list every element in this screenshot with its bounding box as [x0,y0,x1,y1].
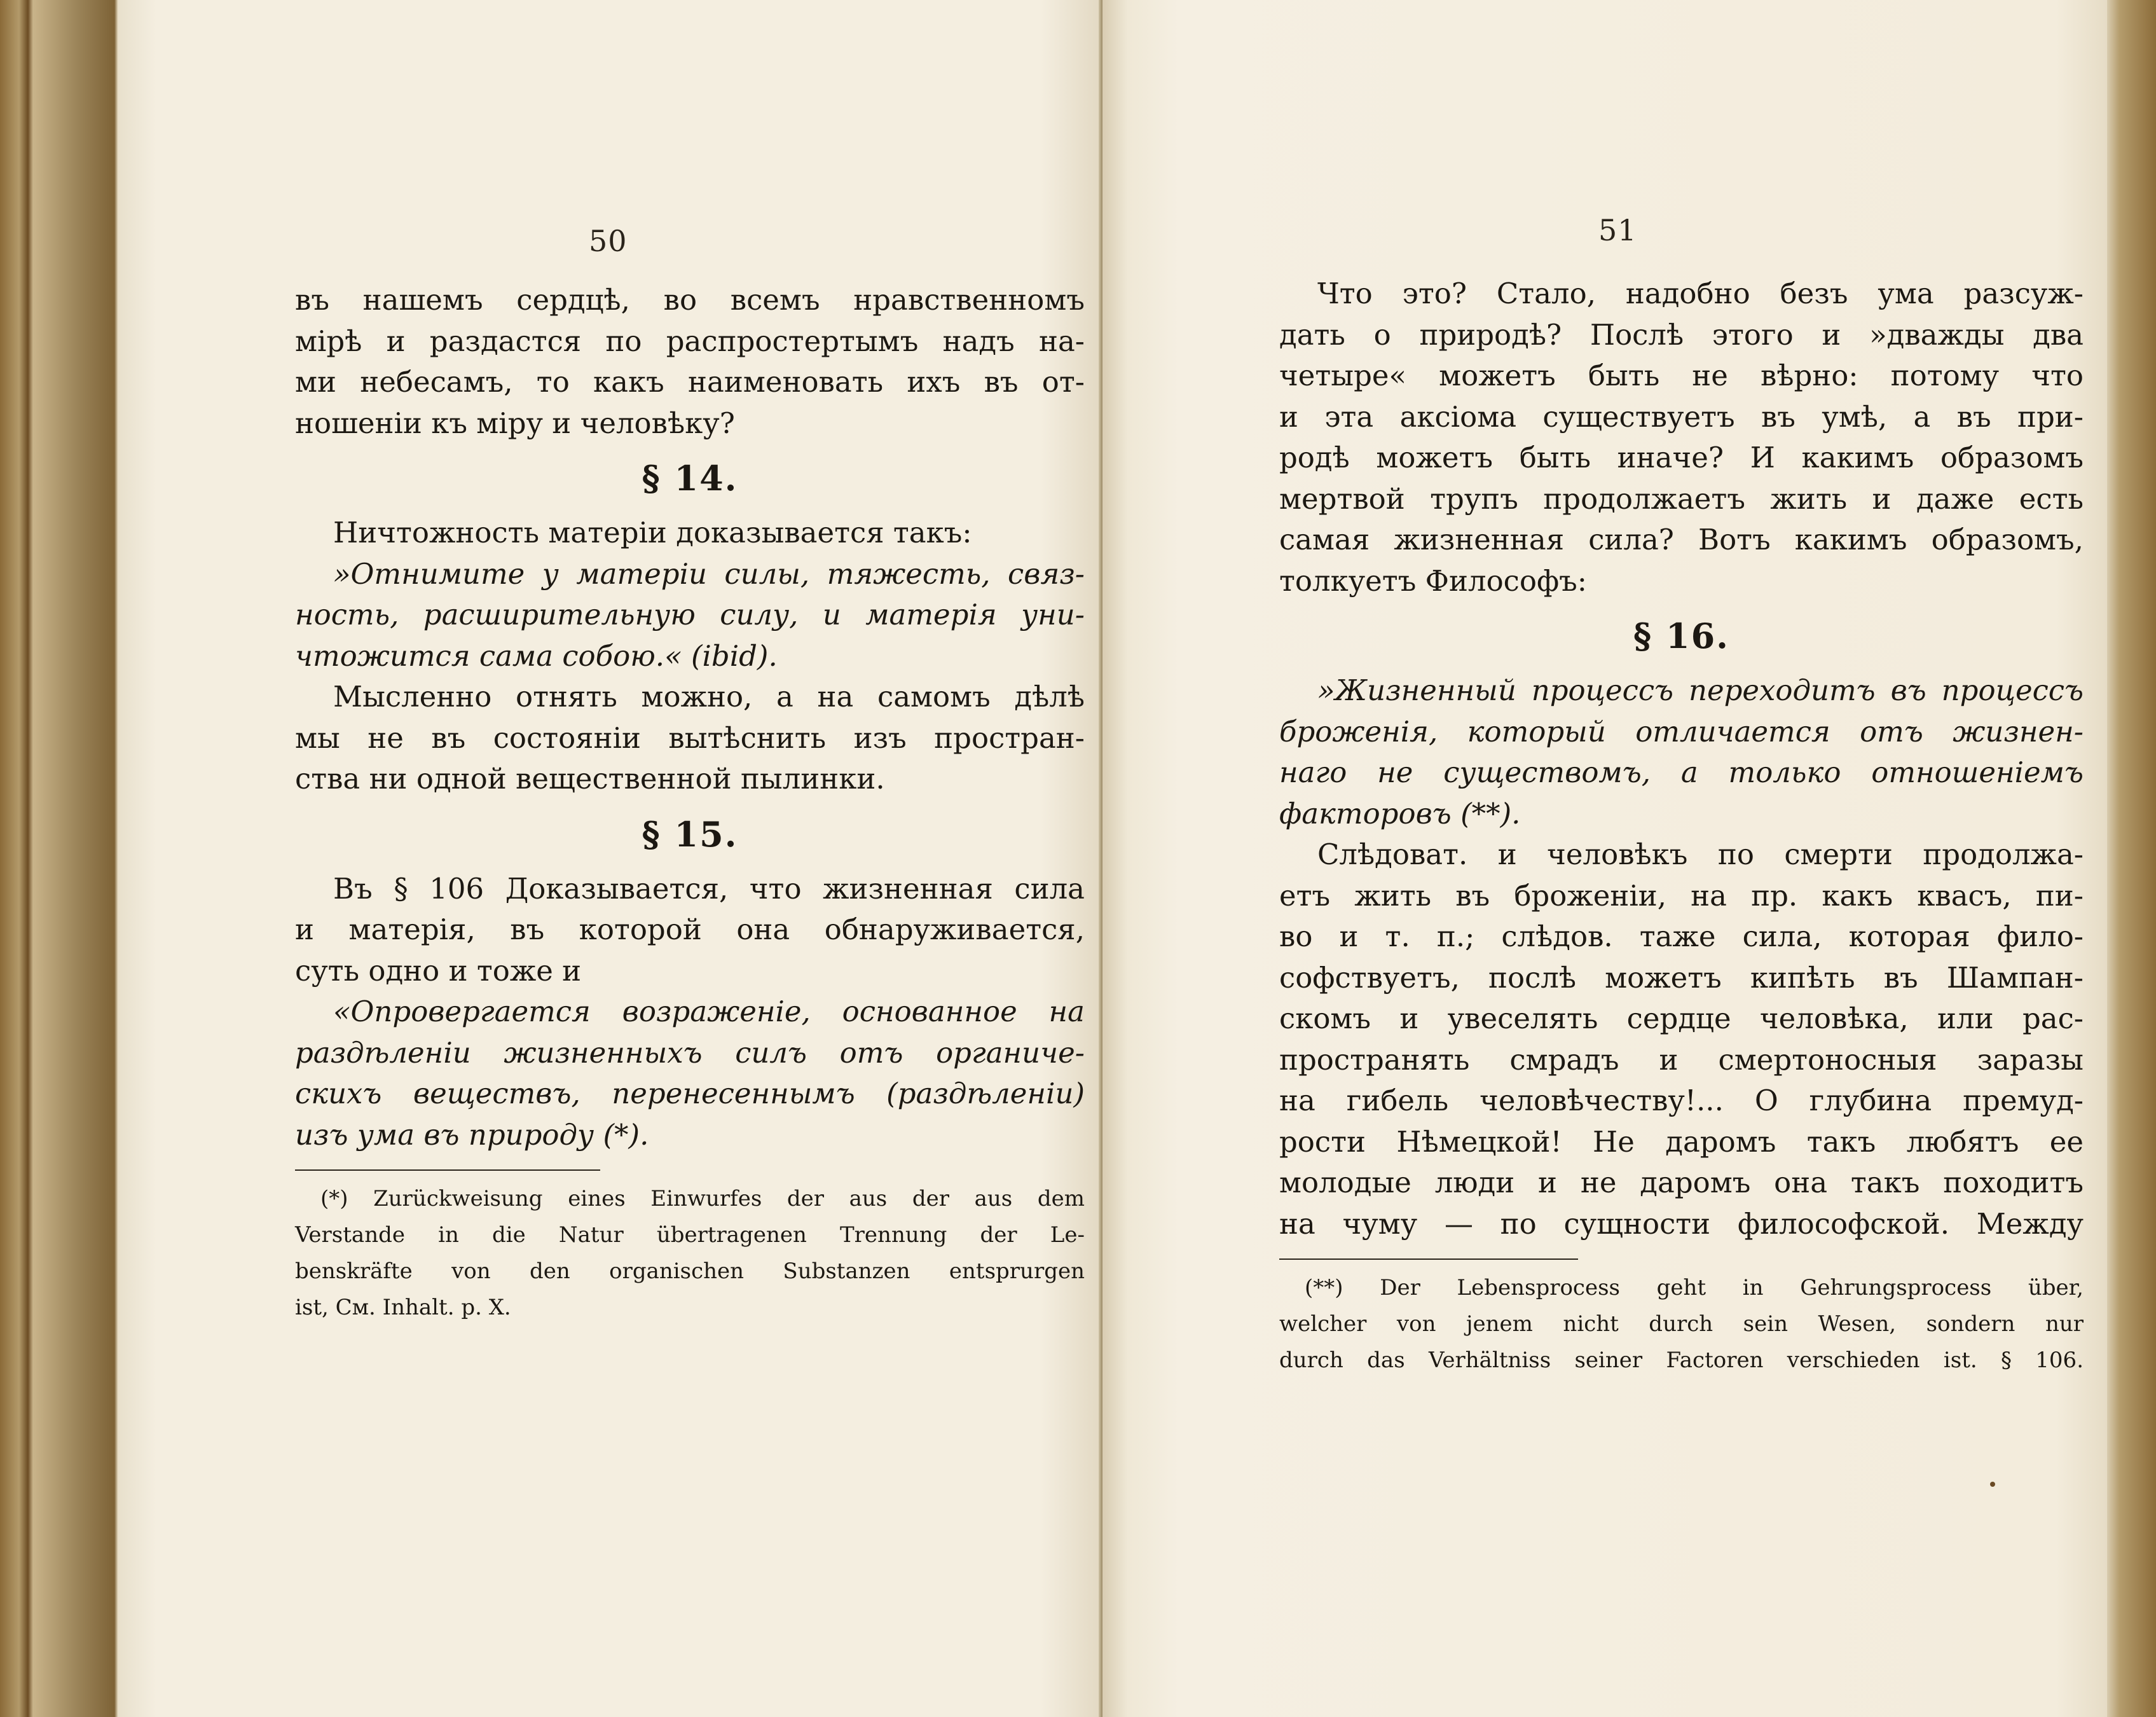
page-number: 51 [1598,213,1637,247]
text-line: во и т. п.; слѣдов. таже сила, которая фило- [1279,920,2084,953]
footnote-line: (*) Zurückweisung eines Einwurfes der aus der aus dem [320,1186,1085,1211]
right-text-column [1279,273,2084,1379]
text-line: Ничтожность матеріи доказывается такъ: [333,516,972,549]
footnote-line: ist, См. Inhalt. p. X. [295,1295,511,1320]
page-number: 50 [589,224,628,258]
footnote-line: (**) Der Lebensprocess geht in Gehrungsprocess über, [1305,1275,2084,1300]
text-line: на гибель человѣчеству!... О глубина премуд- [1279,1084,2084,1117]
text-line: Что это? Стало, надобно безъ ума разсуж- [1317,277,2084,310]
footnote-rule [1279,1258,1578,1260]
text-line: пространять смрадъ и смертоносныя заразы [1279,1042,2084,1077]
right-page [1102,0,2107,1717]
quote-line: изъ ума въ природу (*). [295,1117,649,1152]
quote-line: раздѣленіи жизненныхъ силъ отъ органиче- [295,1035,1085,1070]
footnote-line: welcher von jenem nicht durch sein Wesen, sondern nur [1279,1311,2084,1337]
quote-line: «Опровергается возраженіе, основанное на [333,995,1085,1028]
quote-line: наго не существомъ, а только отношеніемъ [1279,755,2084,789]
quote-line: »Отнимите у матеріи силы, тяжесть, связ- [333,556,1085,591]
text-line: въ нашемъ сердцѣ, во всемъ нравственномъ [295,283,1085,317]
text-line: ношеніи къ міру и человѣку? [295,406,735,440]
text-line: дать о природѣ? Послѣ этого и »дважды два [1279,317,2084,352]
quote-line: броженія, который отличается отъ жизнен- [1279,714,2084,748]
quote-line: факторовъ (**). [1279,796,1521,831]
left-text-column [295,280,1085,1326]
text-line: мертвой трупъ продолжаетъ жить и даже есть [1279,481,2084,516]
text-line: ства ни одной вещественной пылинки. [295,762,885,796]
text-line: самая жизненная сила? Вотъ какимъ образомъ, [1279,523,2084,556]
quote-line: »Жизненный процессъ переходитъ въ процессъ [1317,673,2084,707]
text-line: четыре« можетъ быть не вѣрно: потому что [1279,359,2084,392]
quote-line: ность, расширительную силу, и матерія уни- [295,598,1085,631]
footnote-rule [295,1169,600,1171]
footnote-line: Verstande in die Natur übertragenen Trennung der Le- [295,1222,1085,1248]
text-line: толкуетъ Философъ: [1279,563,1587,598]
text-line: Мысленно отнять можно, а на самомъ дѣлѣ [333,680,1085,714]
text-line: суть одно и тоже и [295,953,582,988]
text-line: ми небесамъ, то какъ наименовать ихъ въ от- [295,365,1085,399]
text-line: скомъ и увеселять сердце человѣка, или рас- [1279,1002,2084,1035]
quote-line: скихъ веществъ, перенесеннымъ (раздѣленіи) [295,1077,1085,1110]
text-line: на чуму — по сущности философской. Между [1279,1206,2084,1241]
text-line: Въ § 106 Доказывается, что жизненная сила [333,871,1085,906]
paper-speck [1990,1482,1995,1487]
text-line: Слѣдоват. и человѣкъ по смерти продолжа- [1317,838,2084,871]
text-line: мірѣ и раздастся по распростертымъ надъ на- [295,324,1085,358]
section-heading: § 16. [1633,616,1729,656]
text-line: рости Нѣмецкой! Не даромъ такъ любятъ ее [1279,1124,2084,1159]
text-line: софствуетъ, послѣ можетъ кипѣть въ Шампан- [1279,960,2084,995]
section-heading: § 14. [642,458,738,499]
left-page [118,0,1102,1717]
text-line: етъ жить въ броженіи, на пр. какъ квасъ, пи- [1279,878,2084,913]
page-edge [2107,0,2156,1717]
text-line: родѣ можетъ быть иначе? И какимъ образомъ [1279,441,2084,474]
text-line: молодые люди и не даромъ она такъ походитъ [1279,1166,2084,1199]
text-line: мы не въ состояніи вытѣснить изъ простран- [295,721,1085,755]
text-line: и матерія, въ которой она обнаруживается, [295,913,1085,946]
footnote-line: durch das Verhältniss seiner Factoren verschieden ist. § 106. [1279,1348,2084,1373]
footnote-line: benskräfte von den organischen Substanzen entsprurgen [295,1258,1085,1284]
text-line: и эта аксіома существуетъ въ умѣ, а въ при- [1279,399,2084,434]
quote-line: чтожится сама собою.« (ibid). [295,638,778,673]
section-heading: § 15. [642,813,738,855]
